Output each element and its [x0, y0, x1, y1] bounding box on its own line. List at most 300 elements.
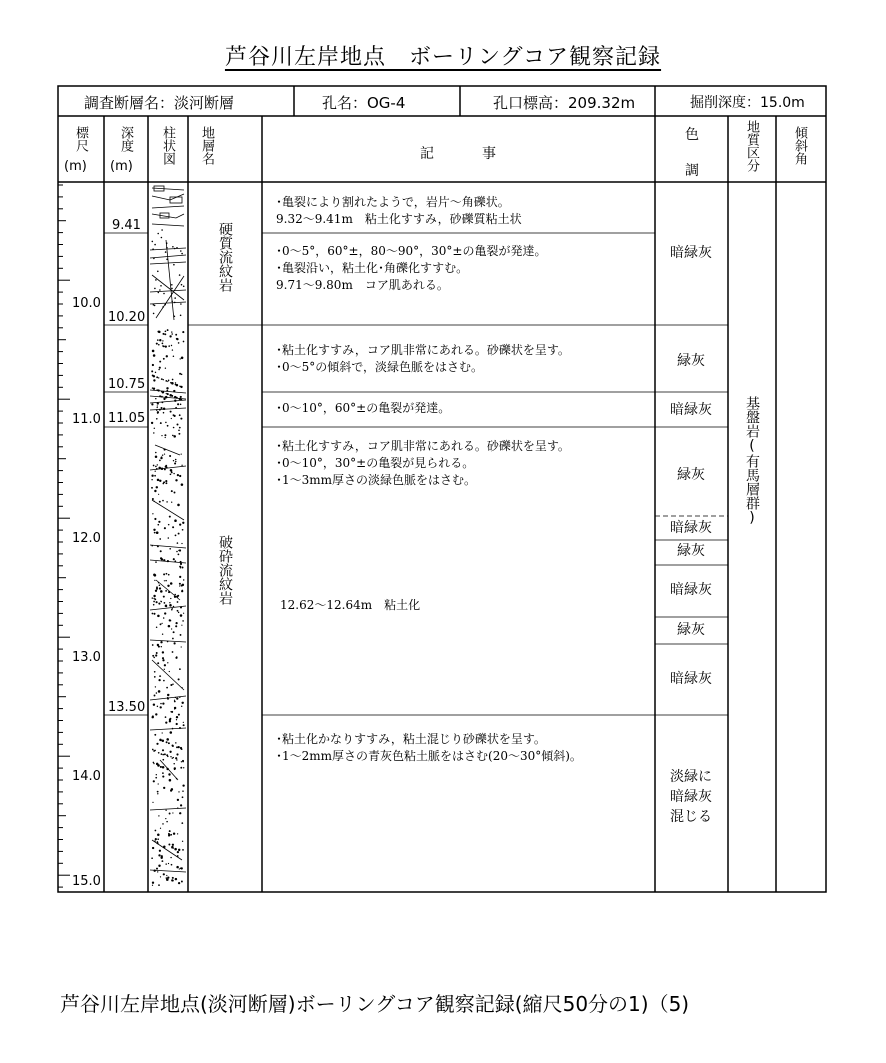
core-grain — [177, 610, 179, 612]
core-grain — [155, 279, 157, 281]
core-grain — [157, 271, 159, 273]
core-grain — [181, 357, 184, 360]
color-tone: 暗緑灰 — [670, 671, 712, 687]
core-grain — [163, 559, 165, 561]
core-grain — [157, 793, 158, 794]
core-grain — [163, 412, 165, 414]
core-grain — [160, 703, 161, 704]
core-grain — [155, 654, 157, 656]
core-grain — [162, 343, 164, 345]
core-grain — [165, 480, 167, 482]
core-grain — [182, 784, 184, 786]
core-grain — [153, 379, 155, 381]
core-grain — [172, 349, 173, 350]
core-grain — [158, 815, 159, 816]
core-grain — [161, 237, 163, 239]
core-grain — [172, 435, 174, 437]
core-grain — [158, 521, 160, 523]
core-grain — [153, 465, 155, 467]
core-grain — [168, 863, 169, 864]
core-grain — [181, 706, 182, 707]
core-grain — [164, 612, 166, 614]
core-column-drawing — [150, 184, 186, 890]
core-grain — [153, 501, 154, 502]
core-grain — [183, 613, 184, 614]
core-grain — [173, 435, 176, 438]
core-grain — [174, 594, 176, 596]
core-grain — [179, 274, 181, 276]
core-grain — [170, 684, 172, 686]
core-grain — [165, 716, 167, 718]
color-tone: 暗緑灰 — [670, 402, 712, 418]
core-grain — [175, 461, 176, 462]
scale-label: 13.0 — [72, 650, 101, 665]
core-grain — [153, 388, 155, 390]
core-grain — [168, 625, 171, 628]
col-scale-unit: (m) — [64, 159, 87, 174]
core-grain — [165, 368, 166, 369]
core-grain — [181, 253, 183, 255]
core-grain — [162, 766, 165, 769]
core-grain — [183, 722, 184, 723]
core-grain — [164, 434, 166, 436]
note-block: ･0～10°，60°±の亀裂が発達。 — [276, 401, 451, 415]
core-grain — [177, 807, 178, 808]
core-grain — [164, 527, 166, 529]
core-grain — [152, 364, 154, 366]
core-grain — [154, 518, 156, 520]
core-grain — [176, 397, 178, 399]
core-grain — [157, 706, 158, 707]
core-grain — [179, 549, 181, 551]
core-grain — [175, 459, 177, 461]
core-grain — [157, 407, 158, 408]
core-grain — [166, 355, 168, 357]
core-grain — [178, 533, 180, 535]
core-grain — [171, 284, 173, 286]
core-grain — [167, 381, 168, 382]
core-grain — [169, 516, 171, 518]
core-grain — [154, 288, 156, 290]
core-grain — [179, 475, 181, 477]
core-grain — [156, 409, 158, 411]
core-grain — [157, 791, 159, 793]
core-grain — [154, 671, 156, 673]
core-grain — [155, 830, 157, 832]
core-grain — [170, 598, 171, 599]
core-grain — [171, 711, 173, 713]
core-grain — [183, 341, 185, 343]
fault-name: 調査断層名：淡河断層 — [84, 94, 235, 112]
core-grain — [176, 656, 178, 658]
core-grain — [174, 297, 176, 299]
core-grain — [164, 304, 166, 306]
col-formation: 地層名 — [199, 126, 214, 165]
scale-label: 10.0 — [72, 296, 101, 311]
core-grain — [154, 475, 156, 477]
note-block: ･粘土化かなりすすみ，粘土混じり砂礫状を呈す。 ･1～2mm厚さの青灰色粘土脈をはさむ(20～30°傾斜)。 — [276, 732, 582, 763]
core-grain — [164, 333, 166, 335]
core-grain — [172, 683, 173, 684]
core-grain — [162, 657, 164, 659]
note-block: ･亀裂により割れたようで，岩片～角礫状。 9.32～9.41m 粘土化すすみ，砂礫質粘土状 — [276, 195, 522, 226]
core-grain — [165, 251, 167, 253]
core-grain — [178, 746, 180, 748]
col-division: 地質区分 — [744, 120, 759, 172]
core-grain — [169, 335, 171, 337]
core-grain — [181, 881, 183, 883]
core-grain — [180, 606, 182, 608]
core-grain — [162, 759, 164, 761]
core-grain — [166, 393, 167, 394]
core-grain — [156, 601, 158, 603]
core-grain — [162, 740, 165, 743]
core-grain — [179, 812, 181, 814]
core-grain — [152, 802, 153, 803]
core-grain — [175, 697, 176, 698]
core-grain — [152, 885, 153, 886]
core-grain — [163, 596, 165, 598]
core-grain — [159, 367, 161, 369]
core-grain — [157, 842, 159, 844]
core-grain — [161, 396, 163, 398]
core-grain — [162, 333, 164, 335]
core-grain — [174, 316, 176, 318]
core-grain — [159, 850, 161, 852]
core-grain — [174, 248, 176, 250]
core-grain — [165, 330, 167, 332]
core-grain — [152, 597, 153, 598]
core-grain — [160, 590, 163, 593]
geologic-division: 基盤岩(有馬層群) — [744, 396, 760, 526]
core-grain — [156, 868, 158, 870]
col-notes-b: 事 — [482, 146, 496, 162]
core-grain — [154, 734, 156, 736]
core-grain — [159, 480, 161, 482]
core-grain — [158, 854, 160, 856]
core-grain — [171, 788, 173, 790]
core-grain — [159, 584, 161, 586]
core-grain — [155, 456, 158, 459]
core-grain — [167, 641, 168, 642]
depth-mark: 9.41 — [112, 218, 141, 233]
core-grain — [170, 834, 172, 836]
core-grain — [155, 838, 157, 840]
core-grain — [158, 494, 159, 495]
core-grain — [174, 596, 176, 598]
core-grain — [152, 644, 154, 646]
core-grain — [176, 384, 179, 387]
core-grain — [182, 522, 184, 524]
core-grain — [168, 537, 170, 539]
core-grain — [156, 652, 158, 654]
core-grain — [164, 602, 166, 604]
core-grain — [178, 612, 179, 613]
core-grain — [168, 380, 170, 382]
core-grain — [152, 715, 154, 717]
core-grain — [173, 390, 175, 392]
core-grain — [163, 345, 165, 347]
core-grain — [168, 834, 170, 836]
core-grain — [167, 425, 169, 427]
core-grain — [180, 396, 182, 398]
core-grain — [180, 418, 182, 420]
core-grain — [162, 651, 164, 653]
core-grain — [166, 573, 168, 575]
core-grain — [175, 334, 177, 336]
core-grain — [158, 603, 160, 605]
core-grain — [174, 701, 176, 703]
core-grain — [179, 576, 181, 578]
core-grain — [160, 706, 162, 708]
depth-mark: 13.50 — [108, 700, 146, 715]
core-grain — [167, 329, 169, 331]
core-grain — [181, 284, 183, 286]
core-grain — [176, 719, 177, 720]
core-grain — [179, 373, 181, 375]
core-grain — [178, 554, 180, 556]
core-grain — [182, 331, 184, 333]
core-grain — [163, 787, 165, 789]
core-grain — [154, 695, 156, 697]
core-grain — [170, 620, 171, 621]
core-grain — [154, 676, 156, 678]
core-grain — [173, 606, 175, 608]
core-grain — [180, 614, 183, 617]
core-grain — [163, 358, 165, 360]
core-grain — [161, 623, 162, 624]
core-grain — [153, 657, 155, 659]
core-grain — [155, 372, 156, 373]
core-grain — [166, 821, 168, 823]
core-grain — [164, 449, 166, 451]
core-grain — [181, 702, 183, 704]
color-tone: 暗緑灰 — [670, 582, 712, 598]
core-grain — [169, 602, 170, 603]
core-grain — [173, 757, 174, 758]
core-grain — [153, 604, 155, 606]
core-grain — [154, 428, 155, 429]
core-grain — [182, 790, 184, 792]
core-grain — [173, 832, 175, 834]
core-grain — [153, 574, 156, 577]
note-block: 12.62～12.64m 粘土化 — [280, 598, 421, 612]
core-grain — [173, 355, 175, 357]
color-tone: 暗緑灰 — [670, 789, 712, 805]
core-grain — [160, 407, 162, 409]
core-grain — [173, 473, 174, 474]
core-grain — [183, 579, 184, 580]
core-grain — [171, 472, 172, 473]
core-grain — [151, 487, 153, 489]
core-grain — [173, 414, 175, 416]
core-grain — [155, 590, 157, 592]
core-grain — [167, 694, 169, 696]
core-grain — [163, 617, 165, 619]
core-grain — [165, 810, 166, 811]
core-grain — [163, 398, 165, 400]
core-grain — [178, 342, 180, 344]
core-grain — [171, 490, 173, 492]
core-grain — [162, 500, 164, 502]
core-grain — [180, 561, 182, 563]
core-grain — [175, 878, 177, 880]
core-grain — [158, 582, 159, 583]
core-grain — [158, 369, 159, 370]
core-grain — [151, 479, 152, 480]
core-grain — [152, 241, 154, 243]
core-grain — [152, 613, 154, 615]
core-grain — [159, 395, 161, 397]
core-grain — [159, 361, 161, 363]
core-grain — [177, 474, 179, 476]
core-grain — [163, 293, 165, 295]
core-grain — [151, 403, 153, 405]
core-grain — [159, 409, 161, 411]
core-grain — [172, 246, 174, 248]
figure-caption: 芦谷川左岸地点(淡河断層)ボーリングコア観察記録(縮尺50分の1)（5) — [60, 992, 690, 1016]
core-grain — [172, 379, 174, 381]
core-grain — [153, 258, 155, 260]
core-grain — [151, 545, 152, 546]
page-title: 芦谷川左岸地点 ボーリングコア観察記録 — [224, 45, 662, 70]
core-grain — [153, 762, 155, 764]
col-scale: 標尺 — [73, 126, 88, 152]
core-grain — [162, 823, 164, 825]
core-grain — [161, 435, 162, 436]
core-grain — [155, 471, 156, 472]
core-grain — [176, 247, 178, 249]
color-tone: 緑灰 — [677, 353, 705, 369]
core-grain — [155, 452, 157, 454]
core-grain — [171, 395, 173, 397]
core-grain — [179, 585, 180, 586]
core-grain — [169, 671, 170, 672]
core-grain — [163, 573, 165, 575]
core-grain — [180, 563, 182, 565]
core-grain — [167, 393, 169, 395]
core-grain — [163, 680, 165, 682]
core-grain — [171, 418, 172, 419]
core-grain — [162, 454, 163, 455]
core-grain — [175, 742, 177, 744]
core-grain — [152, 655, 154, 657]
core-grain — [169, 455, 171, 457]
color-tone: 緑灰 — [677, 622, 705, 638]
core-grain — [162, 749, 164, 751]
core-grain — [173, 427, 175, 429]
core-grain — [177, 403, 179, 405]
core-grain — [160, 641, 162, 643]
core-grain — [154, 840, 156, 842]
core-grain — [171, 331, 172, 332]
core-grain — [156, 376, 158, 378]
core-grain — [157, 464, 158, 465]
core-grain — [152, 847, 154, 849]
core-grain — [167, 662, 168, 663]
core-grain — [156, 468, 158, 470]
core-grain — [175, 622, 177, 624]
core-grain — [154, 580, 155, 581]
core-grain — [169, 718, 171, 720]
core-grain — [167, 585, 169, 587]
core-grain — [181, 590, 183, 592]
color-tone: 混じる — [670, 809, 712, 825]
core-grain — [160, 828, 161, 829]
core-grain — [165, 466, 167, 468]
core-grain — [174, 519, 177, 522]
core-grain — [159, 501, 161, 503]
core-grain — [177, 851, 179, 853]
core-grain — [173, 460, 174, 461]
core-grain — [179, 427, 181, 429]
core-grain — [165, 580, 167, 582]
core-grain — [169, 779, 172, 782]
core-grain — [181, 687, 182, 688]
core-grain — [162, 306, 164, 308]
core-grain — [165, 721, 167, 723]
core-grain — [178, 882, 180, 884]
core-grain — [162, 772, 164, 774]
core-grain — [153, 595, 155, 597]
core-grain — [153, 304, 155, 306]
core-grain — [158, 864, 160, 866]
core-grain — [159, 289, 161, 291]
core-grain — [176, 753, 178, 755]
core-grain — [165, 380, 167, 382]
core-grain — [174, 848, 177, 851]
core-grain — [175, 625, 177, 627]
core-grain — [182, 761, 184, 763]
core-grain — [180, 386, 182, 388]
core-grain — [160, 285, 162, 287]
core-grain — [164, 753, 166, 755]
core-grain — [158, 331, 161, 334]
core-grain — [157, 339, 159, 341]
core-grain — [157, 838, 159, 840]
core-grain — [179, 583, 181, 585]
core-grain — [165, 437, 166, 438]
core-grain — [163, 873, 165, 875]
core-grain — [166, 390, 168, 392]
scale-label: 14.0 — [72, 769, 101, 784]
core-grain — [157, 405, 158, 406]
core-grain — [163, 481, 165, 483]
core-grain — [180, 868, 182, 870]
core-grain — [157, 402, 159, 404]
core-grain — [172, 728, 174, 730]
core-grain — [156, 588, 158, 590]
core-grain — [156, 774, 157, 775]
core-grain — [177, 855, 179, 857]
core-grain — [168, 345, 170, 347]
core-grain — [169, 604, 172, 607]
core-grain — [171, 628, 172, 629]
core-grain — [160, 766, 162, 768]
formation-crushed-rhyolite: 破砕流紋岩 — [217, 535, 233, 605]
core-grain — [164, 664, 166, 666]
core-grain — [171, 609, 173, 611]
core-grain — [161, 401, 163, 403]
core-grain — [180, 315, 182, 317]
core-grain — [161, 229, 163, 231]
core-grain — [168, 574, 170, 576]
core-grain — [170, 411, 172, 413]
core-grain — [179, 414, 181, 416]
core-grain — [175, 757, 177, 759]
core-grain — [172, 880, 173, 881]
core-grain — [152, 248, 154, 250]
